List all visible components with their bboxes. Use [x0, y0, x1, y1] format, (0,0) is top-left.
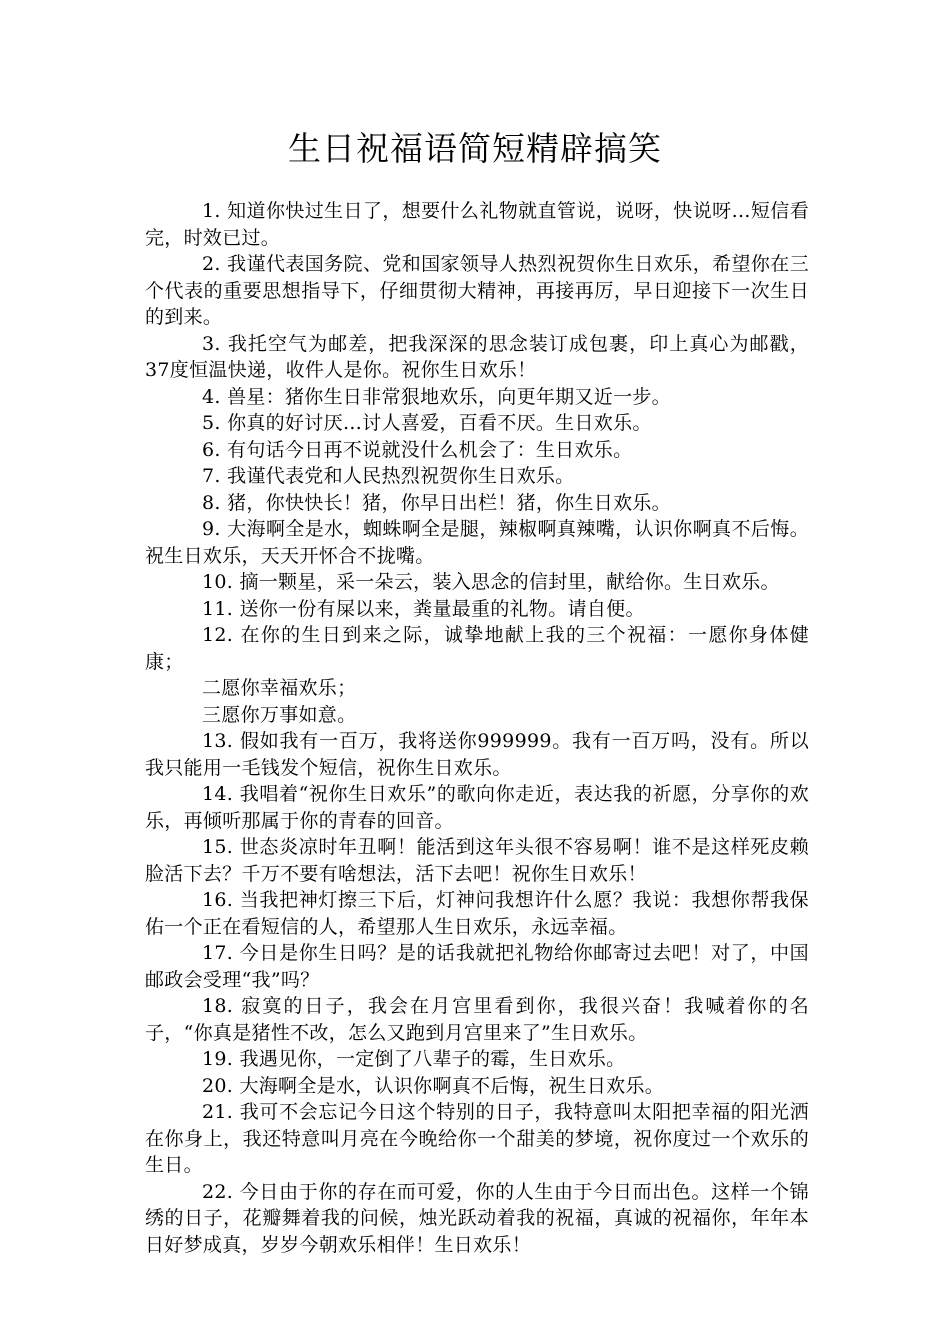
paragraph: 二愿你幸福欢乐； — [202, 677, 357, 699]
paragraph: 10. 摘一颗星，采一朵云，装入思念的信封里，献给你。生日欢乐。 — [202, 571, 780, 593]
paragraph: 7. 我谨代表党和人民热烈祝贺你生日欢乐。 — [202, 465, 575, 487]
document-title: 生日祝福语简短精辟搞笑 — [288, 129, 662, 168]
paragraph: 1. 知道你快过生日了，想要什么礼物就直管说，说呀，快说呀…短信看完，时效已过。 — [145, 200, 809, 249]
paragraph: 19. 我遇见你，一定倒了八辈子的霉，生日欢乐。 — [202, 1048, 626, 1070]
paragraph: 4. 兽星：猪你生日非常狠地欢乐，向更年期又近一步。 — [202, 385, 671, 408]
paragraph: 8. 猪，你快快长！猪，你早日出栏！猪，你生日欢乐。 — [202, 491, 671, 514]
paragraph: 12. 在你的生日到来之际，诚挚地献上我的三个祝福：一愿你身体健康； — [145, 624, 809, 673]
paragraph: 21. 我可不会忘记今日这个特别的日子，我特意叫太阳把幸福的阳光洒在你身上，我还特意叫月亮在今晚给你一个甜美的梦境，祝你度过一个欢乐的生日。 — [145, 1101, 809, 1176]
paragraph: 22. 今日由于你的存在而可爱，你的人生由于今日而出色。这样一个锦绣的日子，花瓣舞着我的问候，烛光跃动着我的祝福，真诚的祝福你，年年本日好梦成真，岁岁今朝欢乐相伴！生日欢乐！ — [145, 1180, 809, 1256]
paragraph: 3. 我托空气为邮差，把我深深的思念装订成包裹，印上真心为邮戳，37度恒温快递，收件人是你。祝你生日欢乐！ — [145, 332, 809, 381]
paragraph: 13. 假如我有一百万，我将送你999999。我有一百万吗，没有。所以我只能用一毛钱发个短信，祝你生日欢乐。 — [145, 730, 809, 779]
paragraph: 17. 今日是你生日吗？是的话我就把礼物给你邮寄过去吧！对了，中国邮政会受理“我”吗？ — [145, 942, 809, 991]
paragraph: 18. 寂寞的日子，我会在月宫里看到你，我很兴奋！我喊着你的名子，“你真是猪性不改，怎么又跑到月宫里来了”生日欢乐。 — [145, 995, 809, 1044]
document-body — [145, 198, 809, 1258]
paragraph: 14. 我唱着“祝你生日欢乐”的歌向你走近，表达我的祈愿，分享你的欢乐，再倾听那属于你的青春的回音。 — [145, 783, 809, 832]
paragraph: 9. 大海啊全是水，蜘蛛啊全是腿，辣椒啊真辣嘴，认识你啊真不后悔。祝生日欢乐，天天开怀合不拢嘴。 — [145, 518, 809, 567]
paragraph: 15. 世态炎凉时年丑啊！能活到这年头很不容易啊！谁不是这样死皮赖脸活下去？千万不要有啥想法，活下去吧！祝你生日欢乐！ — [145, 836, 809, 885]
paragraph: 20. 大海啊全是水，认识你啊真不后悔，祝生日欢乐。 — [202, 1074, 665, 1097]
paragraph: 6. 有句话今日再不说就没什么机会了：生日欢乐。 — [202, 438, 633, 461]
paragraph: 5. 你真的好讨厌…讨人喜爱，百看不厌。生日欢乐。 — [202, 412, 652, 434]
paragraph: 16. 当我把神灯擦三下后，灯神问我想许什么愿？我说：我想你帮我保佑一个正在看短信的人，希望那人生日欢乐，永远幸福。 — [145, 889, 809, 938]
paragraph: 2. 我谨代表国务院、党和国家领导人热烈祝贺你生日欢乐，希望你在三个代表的重要思想指导下，仔细贯彻大精神，再接再厉，早日迎接下一次生日的到来。 — [145, 253, 809, 328]
paragraph: 11. 送你一份有屎以来，粪量最重的礼物。请自便。 — [202, 597, 645, 620]
paragraph: 三愿你万事如意。 — [202, 703, 357, 726]
